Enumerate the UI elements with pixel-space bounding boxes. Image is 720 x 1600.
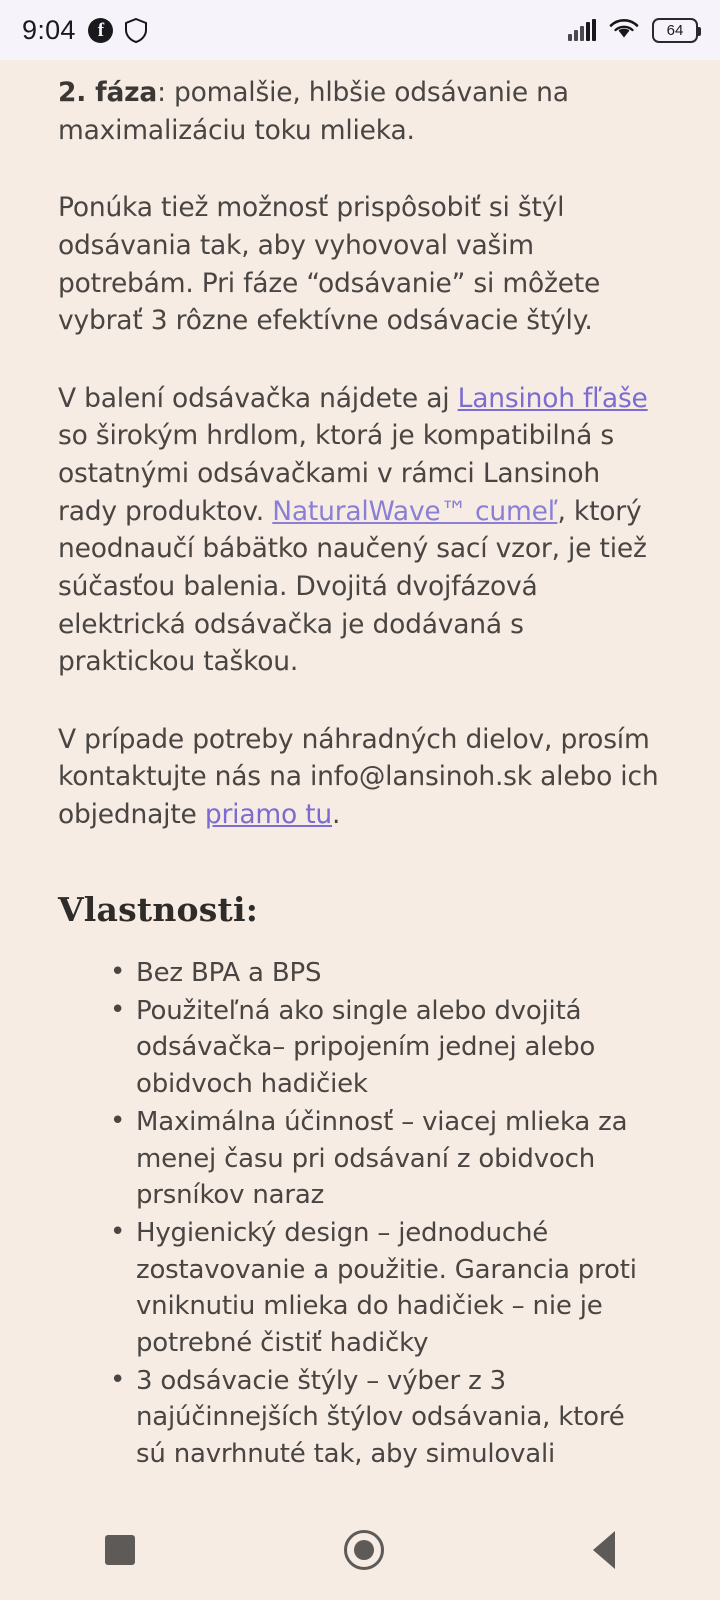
list-item: • Maximálna účinnosť – viacej mlieka za menej času pri odsávaní z obidvoch prsníkov naraz xyxy=(110,1104,662,1213)
facebook-notification-icon xyxy=(88,18,113,43)
shield-icon xyxy=(125,18,147,43)
recents-button-icon[interactable] xyxy=(105,1535,135,1565)
packaging-mid2: , ktorý neodnaučí bábätko naučený sací vzor, je tiež súčasťou balenia. Dvojitá dvojfázová elektrická odsávačka je dodávaná s praktickou taškou. xyxy=(58,495,647,678)
paragraph-spare-parts xyxy=(58,721,662,834)
list-item: • Hygienický design – jednoduché zostavovanie a použitie. Garancia proti vniknutiu mlieka do hadičiek – nie je potrebné čistiť hadičky xyxy=(110,1215,662,1361)
paragraph-styles: Ponúka tiež možnosť prispôsobiť si štýl odsávania tak, aby vyhovoval vašim potrebám. Pri fáze “odsávanie” si môžete vybrať 3 rôzne efektívne odsávacie štýly. xyxy=(58,192,601,337)
packaging-mid1: so širokým hrdlom, ktorá je kompatibilná s ostatnými odsávačkami v rámci Lansinoh rady produktov. xyxy=(58,420,614,527)
status-bar-left xyxy=(22,15,147,46)
phase-two-lead: 2. fáza xyxy=(58,77,158,108)
link-lansinoh-bottles[interactable]: Lansinoh fľaše xyxy=(457,382,648,414)
list-item: • Použiteľná ako single alebo dvojitá odsávačka– pripojením jednej alebo obidvoch hadičiek xyxy=(110,993,662,1102)
list-item: • 3 odsávacie štýly – výber z 3 najúčinnejších štýlov odsávania, ktoré sú navrhnuté tak, aby simulovali xyxy=(110,1363,662,1472)
navigation-bar xyxy=(0,1500,720,1600)
spare-parts-tail: . xyxy=(332,799,341,830)
status-bar-right xyxy=(568,17,698,43)
status-bar xyxy=(0,0,720,60)
link-naturalwave-teat[interactable]: NaturalWave™ cumeľ xyxy=(272,495,558,527)
phase-two-rest: : pomalšie, hlbšie odsávanie na maximalizáciu toku mlieka. xyxy=(58,77,569,146)
wifi-icon xyxy=(609,17,639,43)
paragraph-packaging xyxy=(58,380,662,681)
features-list xyxy=(110,955,662,1472)
link-order-directly[interactable]: priamo tu xyxy=(204,799,332,830)
back-button-icon[interactable] xyxy=(593,1531,615,1569)
features-heading: Vlastnosti: xyxy=(58,889,259,929)
battery-level: 64 xyxy=(666,21,684,39)
signal-icon xyxy=(568,19,596,41)
packaging-lead: V balení odsávačka nájdete aj xyxy=(58,382,458,414)
paragraph-phase-two xyxy=(58,74,662,149)
article-content xyxy=(0,60,720,1500)
list-item: • Bez BPA a BPS xyxy=(110,955,662,991)
home-button-icon[interactable] xyxy=(344,1530,384,1570)
status-clock: 9:04 xyxy=(22,14,76,45)
battery-indicator xyxy=(652,18,698,43)
spare-parts-lead: V prípade potreby náhradných dielov, prosím kontaktujte nás na info@lansinoh.sk alebo ich objednajte xyxy=(58,723,659,830)
